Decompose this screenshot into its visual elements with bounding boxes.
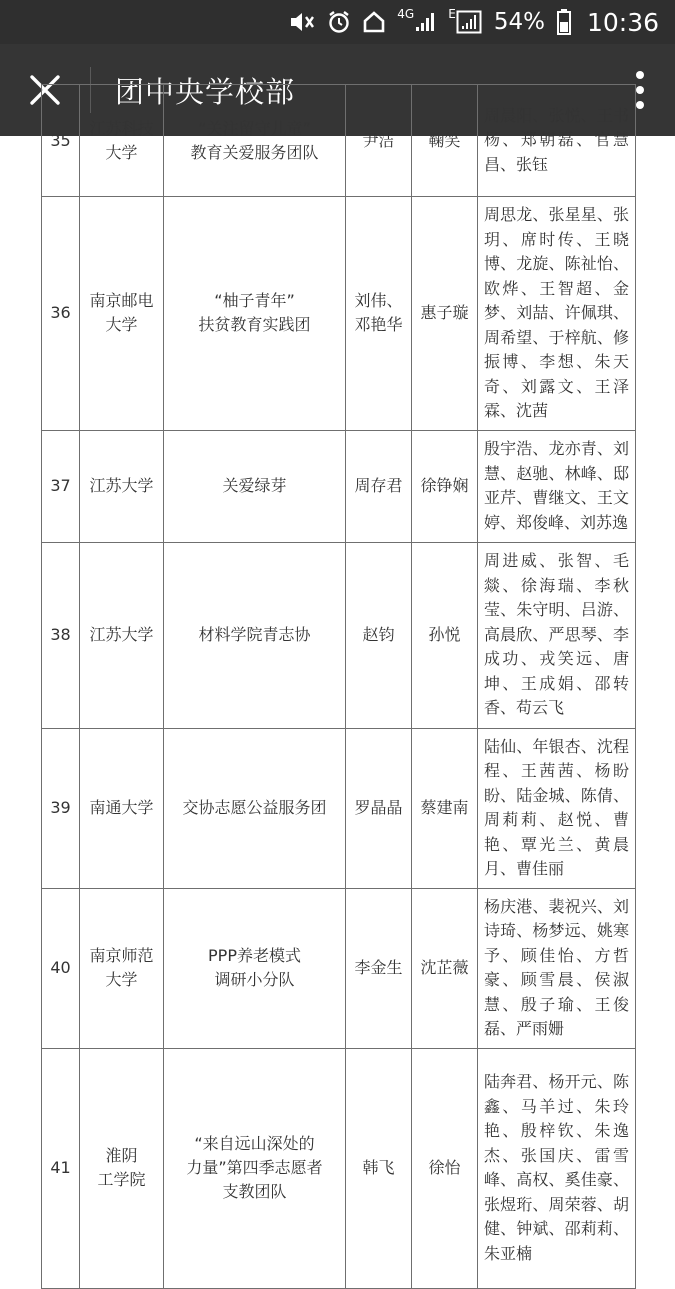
row-number: 40 bbox=[42, 888, 80, 1048]
advisor-cell: 韩飞 bbox=[346, 1048, 412, 1288]
members-cell: 陆仙、年银杏、沈程程、王茜茜、杨盼盼、陆金城、陈倩、周莉莉、赵悦、曹艳、覃光兰、黄晨月、曹佳丽 bbox=[478, 728, 636, 888]
signal-4g-icon bbox=[397, 7, 436, 33]
mute-icon bbox=[289, 11, 315, 33]
advisor-cell: 尹洁 bbox=[346, 85, 412, 197]
table-row bbox=[42, 430, 636, 542]
row-number: 37 bbox=[42, 430, 80, 542]
team-cell: 材料学院青志协 bbox=[164, 542, 346, 728]
article-content[interactable] bbox=[0, 105, 675, 1263]
members-cell: 杨庆港、裴祝兴、刘诗琦、杨梦远、姚寒予、顾佳怡、方哲豪、顾雪晨、侯淑慧、殷子瑜、王俊磊、严雨姗 bbox=[478, 888, 636, 1048]
members-cell: 周进威、张智、毛燚、徐海瑞、李秋莹、朱守明、吕游、高晨欣、严思琴、李成功、戎笑远、唐坤、王成娟、邵转香、苟云飞 bbox=[478, 542, 636, 728]
table-row bbox=[42, 542, 636, 728]
advisor-cell: 罗晶晶 bbox=[346, 728, 412, 888]
volunteer-team-table bbox=[41, 84, 636, 1289]
school-cell: 南京师范 大学 bbox=[80, 888, 164, 1048]
battery-icon bbox=[557, 9, 571, 35]
table-row bbox=[42, 728, 636, 888]
leader-cell: 徐怡 bbox=[412, 1048, 478, 1288]
school-cell: 南通大学 bbox=[80, 728, 164, 888]
row-number: 35 bbox=[42, 85, 80, 197]
signal-icon bbox=[448, 7, 482, 34]
alarm-icon bbox=[327, 10, 351, 34]
edge-label: E bbox=[448, 7, 456, 21]
row-number: 39 bbox=[42, 728, 80, 888]
table-row bbox=[42, 1048, 636, 1288]
school-cell: 江苏大学 bbox=[80, 430, 164, 542]
row-number: 41 bbox=[42, 1048, 80, 1288]
battery-level: 54% bbox=[493, 9, 545, 35]
advisor-cell: 周存君 bbox=[346, 430, 412, 542]
team-cell: PPP养老模式 调研小分队 bbox=[164, 888, 346, 1048]
clock: 10:36 bbox=[586, 7, 659, 37]
members-cell: 周思龙、张星星、张玥、席时传、王晓博、龙旋、陈祉怡、欧烨、王智超、金梦、刘喆、许佩琪、周希望、于梓航、修振博、李想、朱天奇、刘露文、王泽霖、沈茜 bbox=[478, 197, 636, 431]
row-number: 36 bbox=[42, 197, 80, 431]
team-cell: “来自远山深处的 力量”第四季志愿者 支教团队 bbox=[164, 1048, 346, 1288]
more-vertical-icon bbox=[635, 70, 645, 110]
school-cell: 江苏大学 bbox=[80, 542, 164, 728]
advisor-cell: 刘伟、 邓艳华 bbox=[346, 197, 412, 431]
home-notify-icon bbox=[363, 11, 385, 33]
school-cell: 淮阴 工学院 bbox=[80, 1048, 164, 1288]
school-cell: 南京邮电 大学 bbox=[80, 197, 164, 431]
leader-cell: 鞠笑 bbox=[412, 85, 478, 197]
members-cell: 陆奔君、杨开元、陈鑫、马羊过、朱玲艳、殷梓钦、朱逸杰、张国庆、雷雪峰、高权、奚佳豪、张煜珩、周荣蓉、胡健、钟斌、邵莉莉、朱亚楠 bbox=[478, 1048, 636, 1288]
leader-cell: 沈芷薇 bbox=[412, 888, 478, 1048]
team-cell: “柚子青年” 扶贫教育实践团 bbox=[164, 197, 346, 431]
team-cell: 交协志愿公益服务团 bbox=[164, 728, 346, 888]
row-number: 38 bbox=[42, 542, 80, 728]
network-type-label: 4G bbox=[397, 7, 415, 21]
table-row bbox=[42, 888, 636, 1048]
leader-cell: 惠子璇 bbox=[412, 197, 478, 431]
advisor-cell: 赵钧 bbox=[346, 542, 412, 728]
members-cell: 殷宇浩、龙亦青、刘慧、赵驰、林峰、邸亚芹、曹继文、王文婷、郑俊峰、刘苏逸 bbox=[478, 430, 636, 542]
leader-cell: 孙悦 bbox=[412, 542, 478, 728]
leader-cell: 徐铮娴 bbox=[412, 430, 478, 542]
advisor-cell: 李金生 bbox=[346, 888, 412, 1048]
leader-cell: 蔡建南 bbox=[412, 728, 478, 888]
team-cell: “关注留守儿童” 教育关爱服务团队 bbox=[164, 85, 346, 197]
school-cell: 江苏科技 大学 bbox=[80, 85, 164, 197]
status-bar bbox=[0, 0, 675, 44]
team-cell: 关爱绿芽 bbox=[164, 430, 346, 542]
page-title: 团中央学校部 bbox=[115, 74, 296, 109]
table-row bbox=[42, 197, 636, 431]
members-cell: 周晨阳、张悦、王书杨、郑朝磊、官慧昌、张钰 bbox=[478, 85, 636, 197]
table-row bbox=[42, 85, 636, 197]
